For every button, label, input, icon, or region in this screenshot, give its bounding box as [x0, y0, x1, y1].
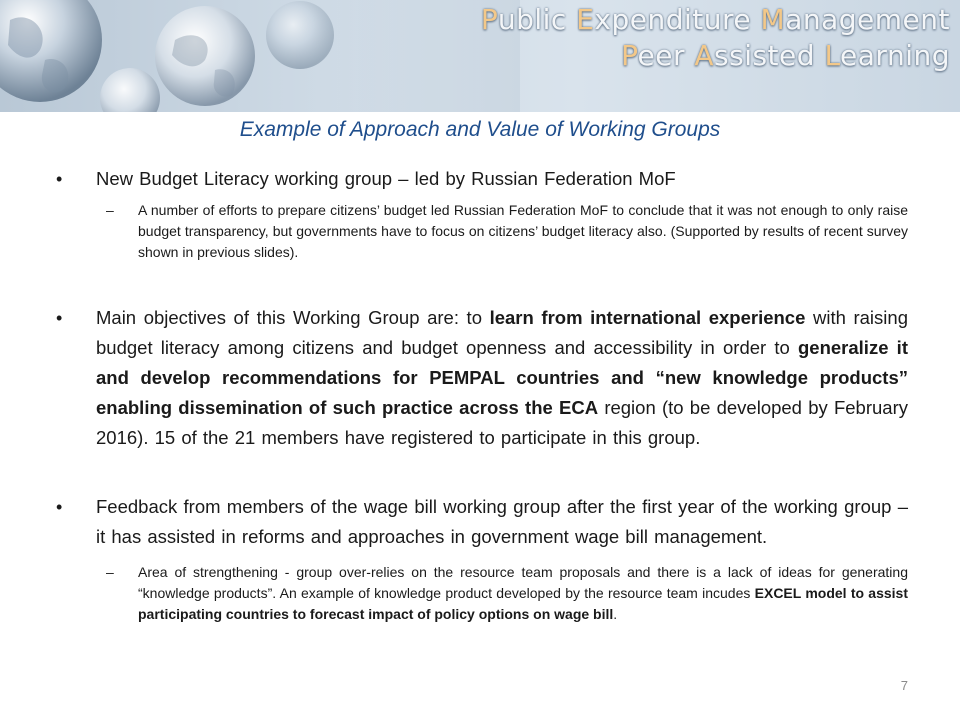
bullet-wage-bill-feedback: • Feedback from members of the wage bill working group after the first year of the working group – it has assisted in reforms and approaches in government wage bill management. [56, 492, 908, 552]
slide-title: Example of Approach and Value of Working Groups [239, 118, 721, 141]
sub-bullet-wage-bill: – Area of strengthening - group over-relies on the resource team proposals and there is a lack of ideas for generating “knowledge products”. An example of knowledge product developed by the resource team incudes EXCEL model to assist participating countries to forecast impact of policy options on wage bill. [56, 562, 908, 625]
slide-body [56, 164, 908, 625]
bullet-budget-literacy: • New Budget Literacy working group – led by Russian Federation MoF [56, 164, 908, 194]
sub-bullet-budget-literacy: – A number of efforts to prepare citizens’ budget led Russian Federation MoF to conclude that it was not enough to only raise budget transparency, but governments have to focus on citizens’ budget literacy also. (Supported by results of recent survey shown in previous slides). [56, 200, 908, 263]
page-number: 7 [900, 678, 908, 693]
brand-logo-text [430, 2, 950, 74]
brand-line-2: Peer Assisted Learning [621, 39, 950, 72]
brand-line-1: Public Expenditure Management [480, 3, 950, 36]
header-banner [0, 0, 960, 112]
bullet-main-objectives: • Main objectives of this Working Group are: to learn from international experience with raising budget literacy among citizens and budget openness and accessibility in order to generalize it and develop recommendations for PEMPAL countries and “new knowledge products” enabling dissemination of such practice across the ECA region (to be developed by February 2016). 15 of the 21 members have registered to participate in this group. [56, 303, 908, 453]
